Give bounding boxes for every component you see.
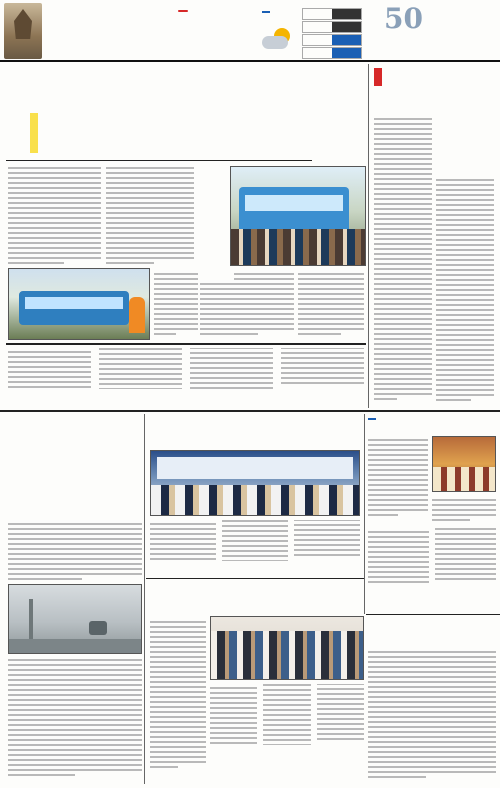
lead-headline-highlight	[30, 113, 38, 153]
fog-road-photo	[8, 584, 142, 654]
bottom-right-text	[368, 648, 496, 784]
cloud-sun-icon	[262, 28, 294, 50]
temple-meeting-photo	[432, 436, 496, 492]
lead-continued-text	[8, 348, 364, 408]
lead-headline-line2	[30, 116, 38, 152]
lead-text-col-5	[234, 270, 294, 340]
crowd-bus-photo	[230, 166, 366, 266]
right-text-col-2	[436, 176, 494, 408]
anniversary-badge: 50	[384, 2, 423, 35]
temple-text-col-2	[432, 496, 496, 526]
temple-text-col-1	[368, 436, 428, 526]
city-badge	[178, 10, 188, 12]
temple-text-continued	[368, 528, 496, 612]
lead-text-col-2	[106, 164, 194, 268]
bottom-text	[210, 684, 364, 784]
masthead	[0, 0, 500, 62]
temple-headline	[368, 418, 376, 420]
bottom-text-col-1	[150, 618, 206, 784]
conference-photo	[150, 450, 360, 516]
bottom-group-photo	[210, 616, 364, 680]
temple-photo	[4, 3, 42, 59]
weather-table	[302, 8, 362, 60]
lead-text-col-1	[8, 164, 101, 268]
lead-text-col-3	[154, 270, 198, 340]
mid-text	[150, 520, 360, 576]
pollution-text-continued	[8, 656, 142, 786]
weather-label	[262, 11, 270, 13]
bus-photo-left	[8, 268, 150, 340]
right-text-col-1	[374, 115, 432, 407]
right-headline-line1	[374, 70, 382, 86]
pollution-text	[8, 520, 142, 582]
lead-text-col-6	[298, 270, 364, 340]
